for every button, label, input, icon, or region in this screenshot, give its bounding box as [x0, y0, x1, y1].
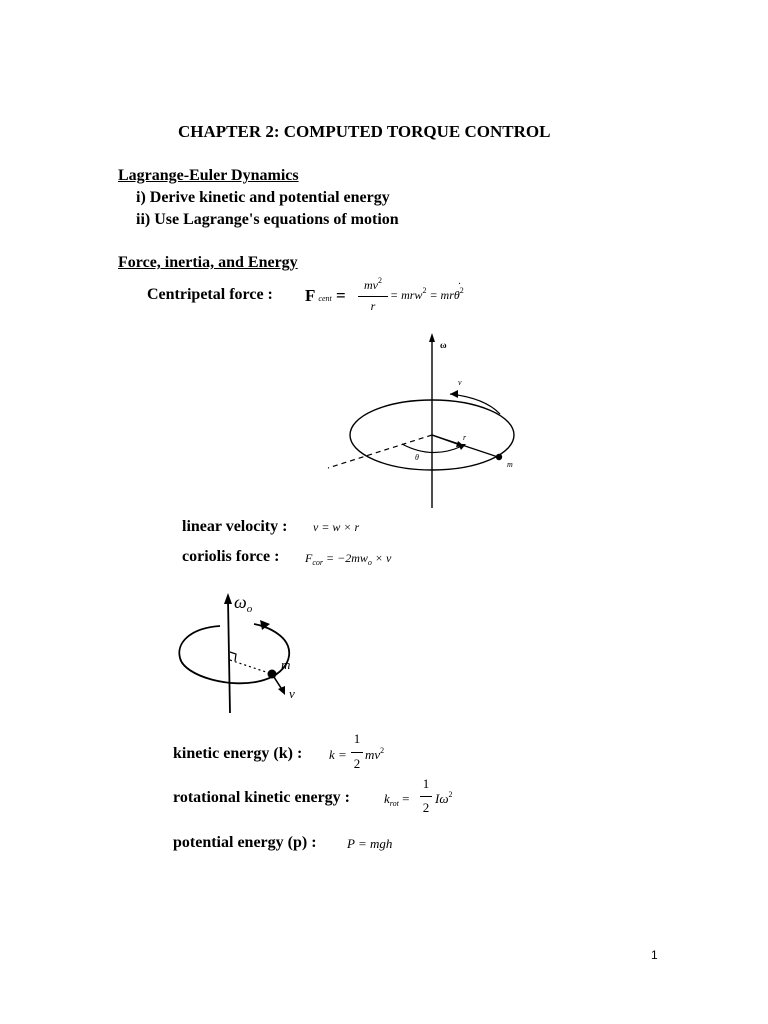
- rotational-lhs: [384, 791, 409, 807]
- centripetal-rhs1-sup: 2: [422, 286, 427, 295]
- centripetal-fraction-bar: [358, 296, 388, 297]
- potential-equation: P = mgh: [347, 836, 393, 851]
- r-vector: [432, 435, 460, 445]
- r-label: r: [463, 433, 467, 442]
- centripetal-equals: =: [335, 286, 346, 305]
- centripetal-F-subscript: cent: [318, 294, 332, 303]
- rotational-k: k: [384, 791, 390, 806]
- right-angle-marker: [230, 652, 236, 661]
- centripetal-denominator: r: [370, 299, 376, 313]
- rotation-diagram: [320, 330, 520, 510]
- page-title: CHAPTER 2: COMPUTED TORQUE CONTROL: [178, 122, 551, 141]
- rotational-denominator: 2: [422, 800, 430, 815]
- rotational-rhs-text: Iω: [435, 791, 449, 806]
- centripetal-F-symbol: F: [305, 286, 316, 305]
- list-item-kinetic-potential: i) Derive kinetic and potential energy: [136, 189, 390, 206]
- rotational-rhs: [435, 791, 453, 807]
- m-label: m: [507, 460, 513, 469]
- page-number: 1: [651, 948, 658, 962]
- centripetal-rhs2: = mr: [429, 288, 454, 302]
- coriolis-diagram: [172, 588, 302, 718]
- coriolis-m-label: m: [281, 657, 291, 672]
- coriolis-end: × v: [374, 551, 392, 565]
- velocity-arrowhead: [450, 390, 458, 398]
- omega-arrowhead: [429, 333, 435, 342]
- omega-label: ω: [440, 340, 447, 350]
- centripetal-F: [305, 286, 346, 306]
- rotational-fraction-bar: [420, 796, 432, 797]
- omega-o-symbol: ω: [234, 592, 247, 612]
- omega-o-subscript: o: [246, 603, 253, 615]
- rotational-rhs-sup: 2: [448, 790, 453, 799]
- rotational-equals: =: [402, 791, 410, 806]
- kinetic-rhs-text: mv: [365, 747, 381, 762]
- omega-o-arrowhead: [224, 593, 232, 604]
- kinetic-denominator: 2: [353, 756, 361, 771]
- v-label: v: [458, 378, 462, 387]
- rotational-energy-label: rotational kinetic energy :: [173, 789, 351, 806]
- kinetic-rhs-sup: 2: [380, 746, 385, 755]
- reference-dashed-line: [328, 435, 432, 468]
- omega-o-label: [234, 592, 253, 615]
- coriolis-w-sub: o: [367, 558, 372, 567]
- kinetic-numerator: 1: [353, 731, 361, 746]
- rotational-numerator: 1: [422, 776, 430, 791]
- coriolis-mid: = −2mw: [326, 551, 368, 565]
- centripetal-numerator: [358, 278, 388, 293]
- theta-dot: ·: [457, 279, 462, 290]
- mass-point: [496, 454, 502, 460]
- centripetal-theta-sup: 2: [459, 286, 464, 295]
- coriolis-label: coriolis force :: [182, 548, 280, 565]
- coriolis-F: F: [305, 551, 313, 565]
- linear-velocity-equation: v = w × r: [313, 520, 360, 534]
- kinetic-lhs: k =: [329, 747, 347, 762]
- kinetic-energy-label: kinetic energy (k) :: [173, 745, 303, 762]
- centripetal-theta: θ: [453, 288, 460, 302]
- centripetal-num-text: mv: [364, 278, 378, 292]
- centripetal-rhs1: = mrw: [390, 288, 423, 302]
- coriolis-F-sub: cor: [312, 558, 324, 567]
- potential-energy-label: potential energy (p) :: [173, 834, 317, 851]
- section-heading-force: Force, inertia, and Energy: [118, 254, 298, 271]
- theta-dot-wrap: [453, 279, 462, 303]
- coriolis-equation: [305, 551, 391, 566]
- omega-o-axis: [228, 600, 230, 713]
- centripetal-num-sup: 2: [378, 276, 382, 285]
- section-heading-lagrange: Lagrange-Euler Dynamics: [118, 167, 299, 184]
- kinetic-rhs: [365, 747, 384, 763]
- kinetic-fraction-bar: [351, 752, 363, 753]
- theta-label: θ: [415, 453, 419, 462]
- list-item-lagrange-equations: ii) Use Lagrange's equations of motion: [136, 211, 399, 228]
- linear-velocity-label: linear velocity :: [182, 518, 288, 535]
- rotational-k-sub: rot: [389, 799, 399, 808]
- coriolis-v-label: v: [289, 686, 295, 701]
- coriolis-radius-dashed: [230, 660, 272, 674]
- centripetal-rhs: [390, 279, 464, 303]
- centripetal-label: Centripetal force :: [147, 286, 273, 303]
